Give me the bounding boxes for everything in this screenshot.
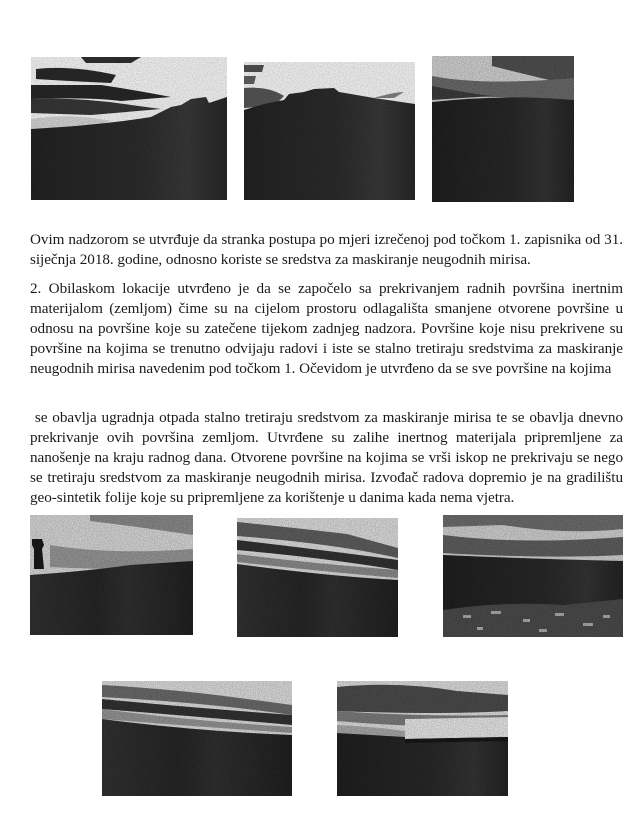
photo-8 xyxy=(337,681,508,796)
paragraph-3-text: se obavlja ugradnja otpada stalno tretiraju sredstvom za maskiranje mirisa te se obavlja dnevno prekrivanje ovih površina zemljom. Utvrđene su zalihe inertnog materijala pripremljene za nanošenje na kraju radnog dana. Otvorene površine na kojima se vrši iskop ne prekrivaju se nego se tretiraju sredstvom za maskiranje neugodnih mirisa. Izvođač radova dopremio je na gradilištu geo-sintetik folije koje su pripremljene za korištenje u danima kada nema vjetra. xyxy=(30,409,627,506)
photo-5-image xyxy=(237,518,398,637)
photo-4 xyxy=(30,515,193,635)
photo-2 xyxy=(244,62,415,200)
paragraph-1-text: Ovim nadzorom se utvrđuje da stranka postupa po mjeri izrečenoj pod točkom 1. zapisnika od 31. siječnja 2018. godine, odnosno koriste se sredstva za maskiranje neugodnih mirisa. xyxy=(30,231,623,268)
photo-6 xyxy=(443,515,623,637)
photo-6-image xyxy=(443,515,623,637)
paragraph-2-text: 2. Obilaskom lokacije utvrđeno je da se započelo sa prekrivanjem radnih površina inertnim materijalom (zemljom) čime su na cijelom prostoru odlagališta smanjene otvorene površine u odnosu na površine koje su zatečene tijekom zadnjeg nadzora. Površine koje nisu prekrivene su površine na kojima se trenutno odvijaju radovi i iste se stalno tretiraju sredstvima za maskiranje neugodnih mirisa navedenim pod točkom 1. Očevidom je utvrđeno da se sve površine na kojima xyxy=(30,280,623,377)
photo-7-image xyxy=(102,681,292,796)
photo-3-image xyxy=(432,56,574,202)
photo-2-image xyxy=(244,62,415,200)
photo-7 xyxy=(102,681,292,796)
photo-5 xyxy=(237,518,398,637)
photo-8-image xyxy=(337,681,508,796)
photo-1 xyxy=(31,57,227,200)
photo-3 xyxy=(432,56,574,202)
paragraph-2 xyxy=(30,279,623,379)
paragraph-1 xyxy=(30,230,623,270)
photo-1-image xyxy=(31,57,227,200)
paragraph-3 xyxy=(30,408,627,508)
photo-4-image xyxy=(30,515,193,635)
